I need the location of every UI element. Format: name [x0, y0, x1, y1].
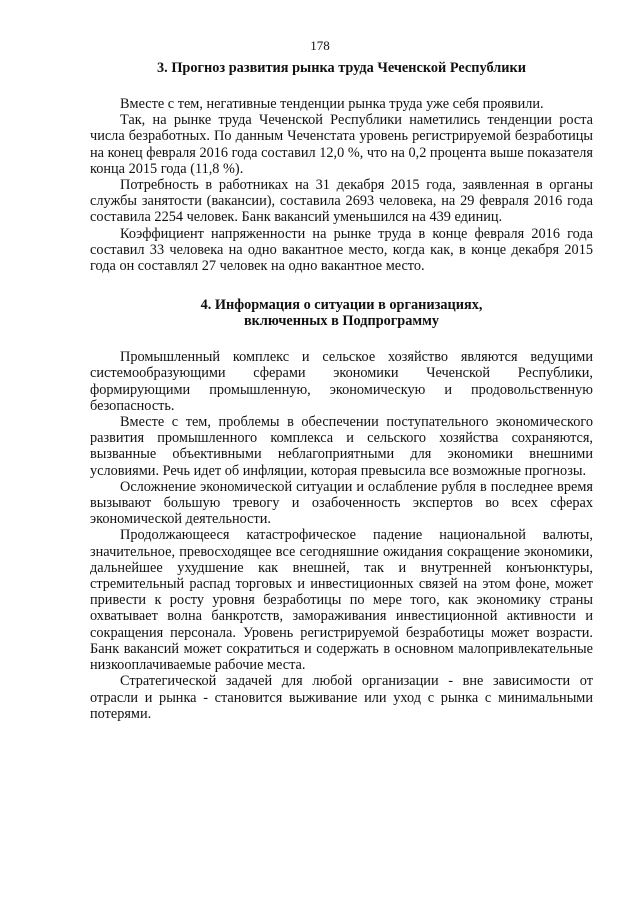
- page-number: 178: [310, 38, 330, 53]
- section-4-title-line-1: 4. Информация о ситуации в организациях,: [200, 297, 483, 314]
- section-3-title: 3. Прогноз развития рынка труда Чеченской Республики: [157, 60, 526, 76]
- section-4-paragraph: Осложнение экономической ситуации и ослабление рубля в последнее время вызывают большую тревогу и озабоченность экспертов во всех сферах экономической деятельности.: [90, 478, 593, 528]
- section-4-paragraph: Промышленный комплекс и сельское хозяйство являются ведущими системообразующими сферами экономики Чеченской Республики, формирующими промышленную, экономическую и продовольственную безопасность.: [90, 349, 593, 414]
- section-4-title: [90, 297, 593, 329]
- section-3-paragraph: Коэффициент напряженности на рынке труда в конце февраля 2016 года составил 33 человека на одно вакантное место, когда как, в конце декабря 2015 года он составлял 27 человек на одно вакантное место.: [90, 225, 593, 275]
- section-4-paragraph: Продолжающееся катастрофическое падение национальной валюты, значительное, превосходящее все сегодняшние ожидания сокращение экономики, дальнейшее ухудшение как внешней, так и внутренней конъюнктуры, стремительный распад торговых и инвестиционных связей на этом фоне, может привести к росту уровня безработицы по мере того, как экономику страны охватывает волна банкротств, замораживания инвестиционной активности и сокращения персонала. Уровень регистрируемой безработицы может возрасти. Банк вакансий может сократиться и содержать в основном малопривлекательные низкооплачиваемые рабочие места.: [90, 527, 593, 674]
- section-3-paragraph: Вместе с тем, негативные тенденции рынка труда уже себя проявили.: [120, 96, 544, 112]
- section-3-paragraph: Потребность в работниках на 31 декабря 2015 года, заявленная в органы службы занятости (вакансии), составила 2693 человека, на 29 февраля 2016 года составила 2254 человек. Банк вакансий уменьшился на 439 единиц.: [90, 177, 593, 226]
- section-4-title-line-2: включенных в Подпрограмму: [243, 313, 440, 330]
- section-4-paragraph: Вместе с тем, проблемы в обеспечении поступательного экономического развития промышленного комплекса и сельского хозяйства сохраняются, вызванные объективными неблагоприятными для экономики внешними условиями. Речь идет об инфляции, которая превысила все возможные прогнозы.: [90, 414, 593, 479]
- page-content: [90, 60, 593, 722]
- section-3-paragraph: Так, на рынке труда Чеченской Республики наметились тенденции роста числа безработных. По данным Чеченстата уровень регистрируемой безработицы на конец февраля 2016 года составил 12,0 %, что на 0,2 процента выше показателя конца 2015 года (11,8 %).: [90, 112, 593, 177]
- section-4-paragraph: Стратегической задачей для любой организации - вне зависимости от отрасли и рынка - становится выживание или уход с рынка с минимальными потерями.: [90, 673, 593, 722]
